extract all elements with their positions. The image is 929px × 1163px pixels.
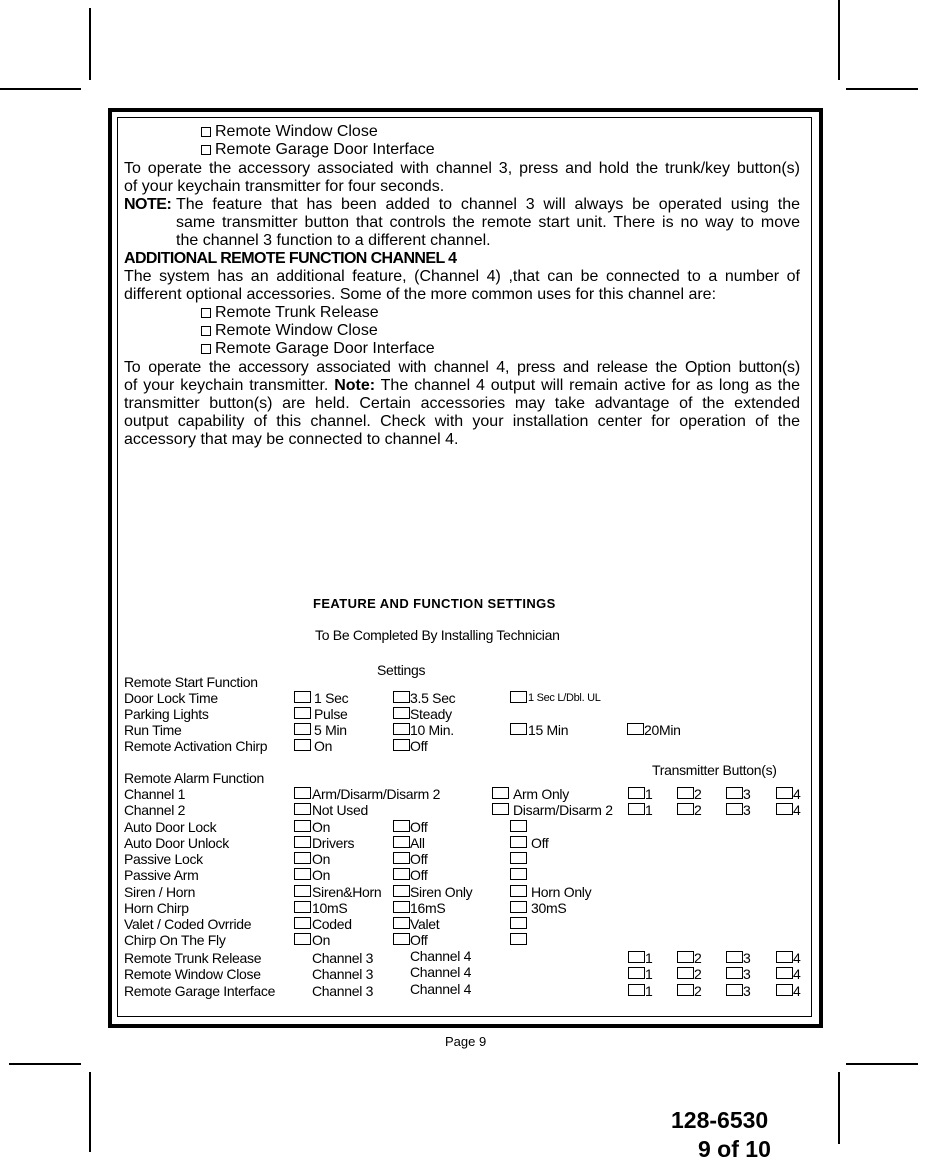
option-checkbox[interactable] [393,836,410,848]
section-label: Remote Start Function [124,674,258,690]
option-label: Not Used [312,802,368,818]
checkbox-icon [201,127,211,137]
option-label: On [312,867,331,883]
transmitter-button-checkbox[interactable] [726,803,743,815]
page-of: 9 of 10 [698,1136,771,1162]
option-label: 1 Sec L/Dbl. UL [528,692,601,704]
button-number: 2 [694,786,702,802]
sheet-title: FEATURE AND FUNCTION SETTINGS [313,596,556,611]
transmitter-button-checkbox[interactable] [776,967,793,979]
note-label: Note: [334,377,376,394]
list-item: Remote Window Close [201,322,378,340]
transmitter-button-checkbox[interactable] [776,803,793,815]
option-label: 20Min [644,722,681,738]
transmitter-button-checkbox[interactable] [776,984,793,996]
paragraph-line: different optional accessories. Some of the more common uses for this channel are: [124,286,717,303]
option-checkbox[interactable] [294,820,311,832]
paragraph-line: transmitter button(s) are held. Certain accessories may take advantage of the extended [124,395,800,412]
option-label: Drivers [312,835,355,851]
channel-label: Channel 4 [410,981,472,997]
paragraph-line: The system has an additional feature, (Channel 4) ,that can be connected to a number of [124,268,800,285]
option-label: Arm Only [513,786,569,802]
paragraph-line: To operate the accessory associated with channel 3, press and hold the trunk/key button(s) [124,160,800,177]
crop-mark [838,1072,840,1144]
button-number: 3 [743,983,751,999]
option-checkbox[interactable] [510,820,527,832]
button-number: 2 [694,802,702,818]
option-checkbox[interactable] [510,852,527,864]
option-label: Off [410,738,428,754]
option-label: On [312,932,331,948]
text-span: The channel 4 output will remain active for as long as the [380,377,800,394]
button-number: 4 [793,966,801,982]
option-checkbox[interactable] [510,933,527,945]
option-label: Steady [410,706,452,722]
row-label: Remote Garage Interface [124,983,276,999]
crop-mark [89,8,91,80]
option-label: 1 Sec [314,690,349,706]
transmitter-button-checkbox[interactable] [776,787,793,799]
list-item: Remote Window Close [201,123,378,141]
checkbox-icon [201,344,211,354]
button-number: 3 [743,802,751,818]
option-checkbox[interactable] [294,868,311,880]
row-label: Horn Chirp [124,900,189,916]
button-number: 2 [694,983,702,999]
button-number: 1 [645,983,653,999]
button-number: 4 [793,786,801,802]
option-label: On [314,738,333,754]
option-checkbox[interactable] [393,723,410,735]
option-checkbox[interactable] [393,707,410,719]
row-label: Valet / Coded Ovrride [124,916,252,932]
option-checkbox[interactable] [510,723,527,735]
channel-label: Channel 4 [410,948,472,964]
option-checkbox[interactable] [510,836,527,848]
option-label: 16mS [410,900,446,916]
row-label: Remote Activation Chirp [124,738,268,754]
transmitter-button-checkbox[interactable] [628,803,645,815]
paragraph-line: accessory that may be connected to channel 4. [124,431,459,448]
button-number: 3 [743,950,751,966]
option-checkbox[interactable] [510,901,527,913]
crop-mark [838,0,840,80]
paragraph-line: output capability of this channel. Check with your installation center for operation of the [124,413,800,430]
note-line: The feature that has been added to channel 3 will always be operated using the [176,196,800,213]
option-checkbox[interactable] [294,836,311,848]
channel-label: Channel 3 [312,966,374,982]
option-checkbox[interactable] [510,885,527,897]
option-label: 10 Min. [410,722,454,738]
option-checkbox[interactable] [294,901,311,913]
transmitter-header: Transmitter Button(s) [652,762,777,778]
checkbox-icon [201,145,211,155]
option-label: Horn Only [531,884,592,900]
channel-label: Channel 3 [312,983,374,999]
transmitter-button-checkbox[interactable] [677,803,694,815]
row-label: Auto Door Lock [124,819,217,835]
section-label: Remote Alarm Function [124,770,264,786]
transmitter-button-checkbox[interactable] [628,951,645,963]
row-label: Siren / Horn [124,884,196,900]
button-number: 4 [793,802,801,818]
button-number: 1 [645,950,653,966]
row-label: Parking Lights [124,706,209,722]
option-checkbox[interactable] [294,852,311,864]
row-label: Channel 1 [124,786,186,802]
option-checkbox[interactable] [393,852,410,864]
option-label: Disarm/Disarm 2 [513,802,613,818]
row-label: Channel 2 [124,802,186,818]
transmitter-button-checkbox[interactable] [726,787,743,799]
page-number: Page 9 [445,1034,487,1049]
transmitter-button-checkbox[interactable] [628,984,645,996]
option-checkbox[interactable] [510,691,527,703]
doc-number: 128-6530 [671,1107,769,1133]
transmitter-button-checkbox[interactable] [628,787,645,799]
option-checkbox[interactable] [627,723,644,735]
transmitter-button-checkbox[interactable] [726,984,743,996]
row-label: Run Time [124,722,182,738]
button-number: 2 [694,950,702,966]
option-checkbox[interactable] [492,803,509,815]
list-item: Remote Garage Door Interface [201,141,435,159]
transmitter-button-checkbox[interactable] [677,984,694,996]
note-label: NOTE: [124,196,172,213]
option-checkbox[interactable] [492,787,509,799]
settings-header: Settings [377,662,426,678]
option-label: All [410,835,425,851]
row-label: Auto Door Unlock [124,835,229,851]
option-label: 3.5 Sec [410,690,456,706]
option-label: Siren Only [410,884,473,900]
option-checkbox[interactable] [294,691,311,703]
crop-mark [0,88,81,90]
row-label: Remote Window Close [124,966,261,982]
option-checkbox[interactable] [393,868,410,880]
option-label: 5 Min [314,722,347,738]
option-checkbox[interactable] [294,707,311,719]
option-checkbox[interactable] [393,691,410,703]
button-number: 1 [645,786,653,802]
option-checkbox[interactable] [510,917,527,929]
option-label: Off [410,819,428,835]
option-label: Arm/Disarm/Disarm 2 [312,786,441,802]
option-label: 10mS [312,900,348,916]
option-label: On [312,819,331,835]
paragraph-line: To operate the accessory associated with channel 4, press and release the Option button(s) [124,359,800,376]
option-checkbox[interactable] [393,820,410,832]
option-label: Coded [312,916,352,932]
checkbox-icon [201,326,211,336]
row-label: Passive Arm [124,867,199,883]
list-item: Remote Trunk Release [201,304,379,322]
text-span: of your keychain transmitter. [124,377,329,394]
paragraph-line: of your keychain transmitter for four seconds. [124,178,445,195]
option-checkbox[interactable] [294,723,311,735]
option-label: Pulse [314,706,348,722]
note-line: same transmitter button that controls the remote start unit. There is no way to move [176,214,800,231]
option-checkbox[interactable] [393,933,410,945]
list-item: Remote Garage Door Interface [201,340,435,358]
channel-label: Channel 3 [312,950,374,966]
row-label: Door Lock Time [124,690,218,706]
transmitter-button-checkbox[interactable] [726,951,743,963]
crop-mark [846,1063,918,1065]
option-checkbox[interactable] [294,917,311,929]
button-number: 2 [694,966,702,982]
option-label: Valet [410,916,440,932]
option-label: 15 Min [528,722,569,738]
transmitter-button-checkbox[interactable] [677,967,694,979]
button-number: 3 [743,966,751,982]
transmitter-button-checkbox[interactable] [677,951,694,963]
option-checkbox[interactable] [294,933,311,945]
crop-mark [9,1063,81,1065]
button-number: 3 [743,786,751,802]
crop-mark [89,1072,91,1152]
note-line: the channel 3 function to a different channel. [176,232,491,249]
option-label: 30mS [531,900,567,916]
row-label: Passive Lock [124,851,203,867]
option-checkbox[interactable] [393,917,410,929]
crop-mark [846,88,918,90]
paragraph-line [124,377,800,395]
row-label: Chirp On The Fly [124,932,226,948]
transmitter-button-checkbox[interactable] [726,967,743,979]
option-label: Siren&Horn [312,884,382,900]
option-label: Off [531,835,549,851]
checkbox-icon [201,308,211,318]
option-checkbox[interactable] [294,803,311,815]
option-label: Off [410,932,428,948]
row-label: Remote Trunk Release [124,950,262,966]
transmitter-button-checkbox[interactable] [677,787,694,799]
option-checkbox[interactable] [393,739,410,751]
sheet-subtitle: To Be Completed By Installing Technician [315,627,560,643]
option-label: Off [410,867,428,883]
option-checkbox[interactable] [393,885,410,897]
option-label: On [312,851,331,867]
option-checkbox[interactable] [294,885,311,897]
transmitter-button-checkbox[interactable] [776,951,793,963]
option-checkbox[interactable] [510,868,527,880]
button-number: 1 [645,802,653,818]
button-number: 1 [645,966,653,982]
section-heading: ADDITIONAL REMOTE FUNCTION CHANNEL 4 [124,250,457,267]
option-checkbox[interactable] [393,901,410,913]
button-number: 4 [793,983,801,999]
option-label: Off [410,851,428,867]
option-checkbox[interactable] [294,739,311,751]
transmitter-button-checkbox[interactable] [628,967,645,979]
button-number: 4 [793,950,801,966]
option-checkbox[interactable] [294,787,311,799]
channel-label: Channel 4 [410,964,472,980]
